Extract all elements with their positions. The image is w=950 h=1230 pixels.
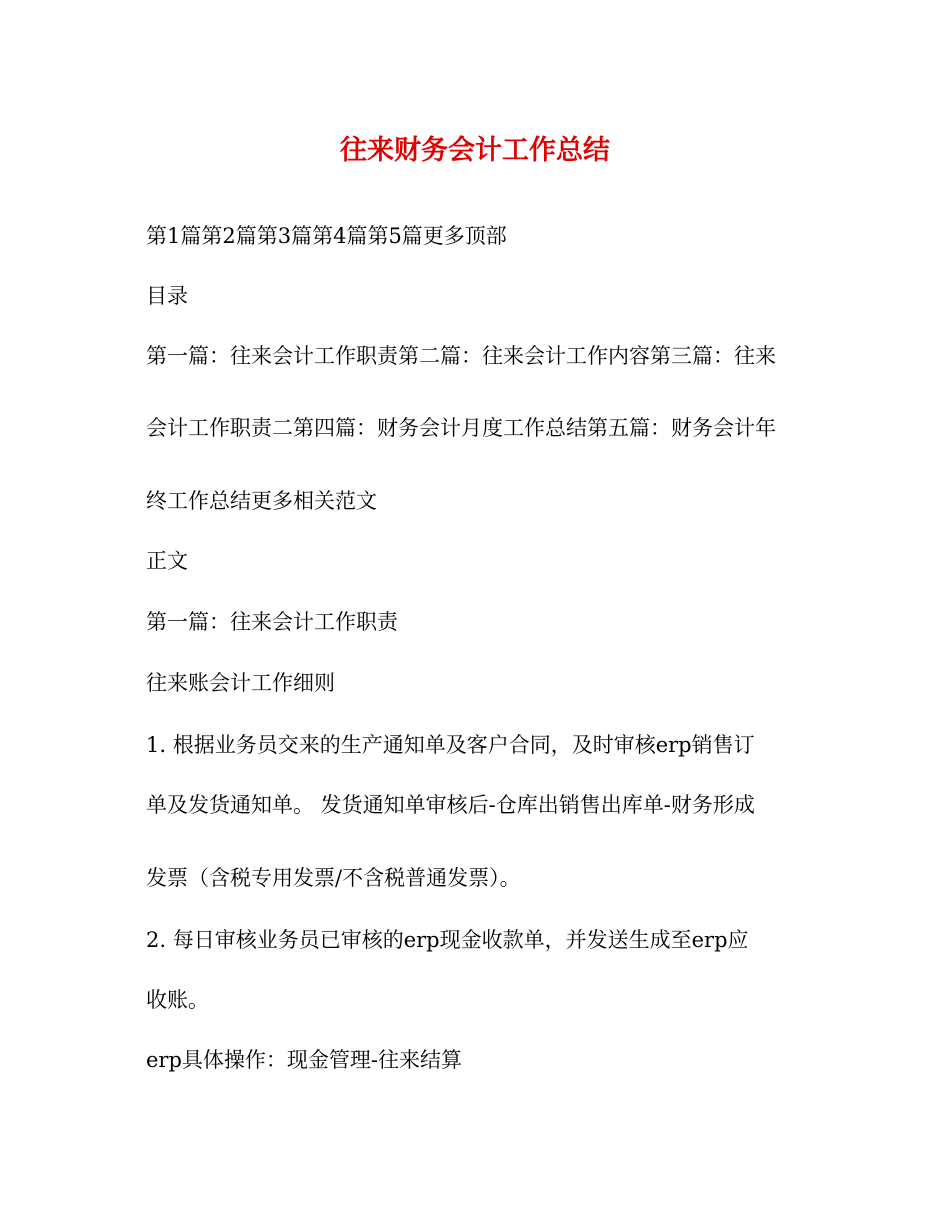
toc-line-3: 终工作总结更多相关范文 [146, 489, 377, 513]
subsection-title: 往来账会计工作细则 [146, 671, 335, 695]
item-1-line-3: 发票（含税专用发票/不含税普通发票）。 [146, 866, 521, 890]
toc-line-1: 第一篇：往来会计工作职责第二篇：往来会计工作内容第三篇：往来 [146, 344, 776, 368]
item-2-line-2: 收账。 [146, 988, 209, 1012]
item-1-line-1: 1. 根据业务员交来的生产通知单及客户合同，及时审核erp销售订 [146, 733, 755, 757]
document-title: 往来财务会计工作总结 [340, 135, 610, 166]
erp-operation-note: erp具体操作：现金管理-往来结算 [146, 1048, 463, 1072]
toc-heading: 目录 [146, 284, 188, 308]
toc-line-2: 会计工作职责二第四篇：财务会计月度工作总结第五篇：财务会计年 [146, 416, 776, 440]
item-2-line-1: 2. 每日审核业务员已审核的erp现金收款单，并发送生成至erp应 [146, 928, 749, 952]
item-1-line-2: 单及发货通知单。 发货通知单审核后-仓库出销售出库单-财务形成 [146, 793, 755, 817]
section-title: 第一篇：往来会计工作职责 [146, 610, 398, 634]
section-nav-links[interactable]: 第1篇第2篇第3篇第4篇第5篇更多顶部 [146, 224, 507, 248]
body-heading: 正文 [146, 549, 188, 573]
